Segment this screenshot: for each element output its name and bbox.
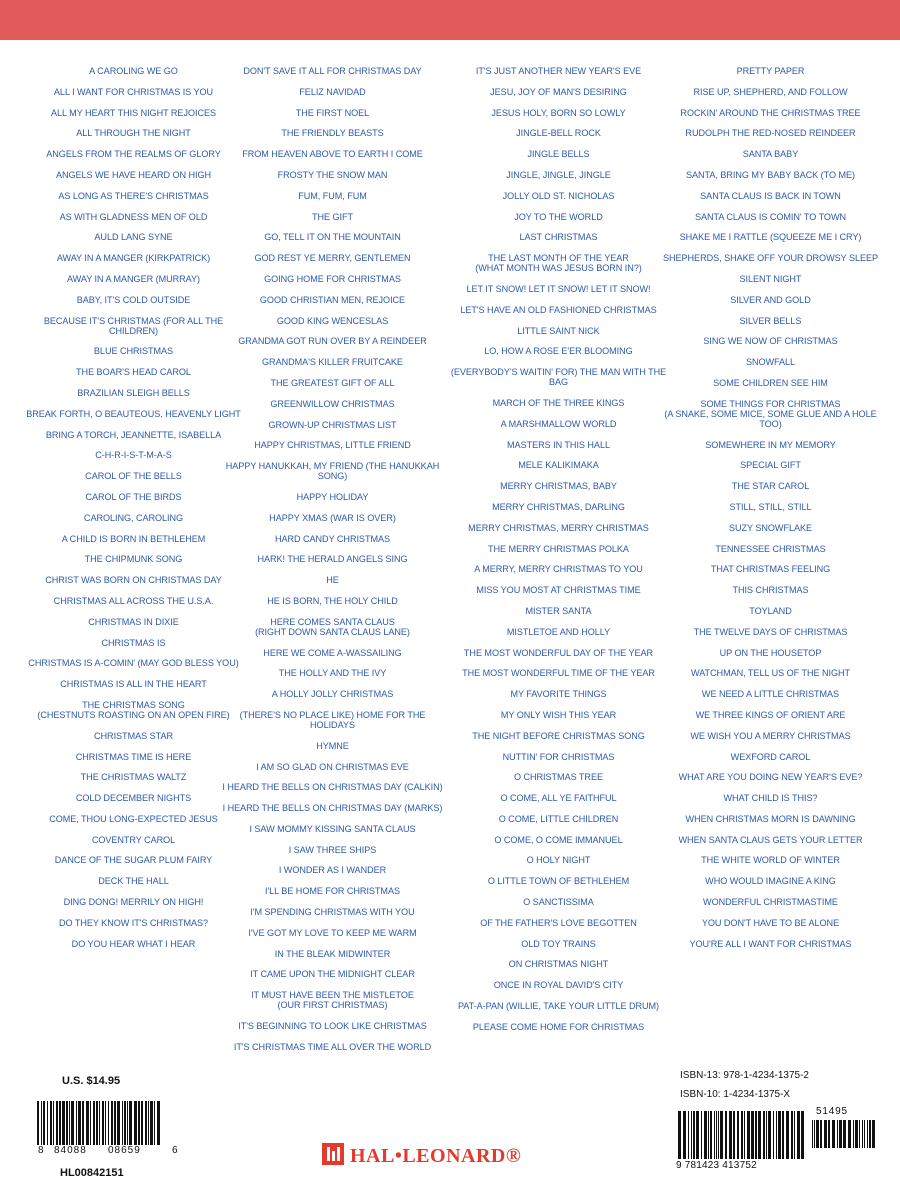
song-title: O LITTLE TOWN OF BETHLEHEM xyxy=(487,876,630,887)
song-title: SANTA BABY xyxy=(742,149,799,160)
song-title: IT'S CHRISTMAS TIME ALL OVER THE WORLD xyxy=(233,1041,432,1052)
song-title: ONCE IN ROYAL DAVID'S CITY xyxy=(493,980,624,991)
song-title: GRANDMA'S KILLER FRUITCAKE xyxy=(262,357,403,368)
song-title: ALL I WANT FOR CHRISTMAS IS YOU xyxy=(53,86,214,97)
song-title: THAT CHRISTMAS FEELING xyxy=(710,564,831,575)
song-title: CHRISTMAS IS ALL IN THE HEART xyxy=(60,679,207,690)
song-title: SILENT NIGHT xyxy=(739,273,802,284)
song-title: HARD CANDY CHRISTMAS xyxy=(274,533,391,544)
song-title: IT'S JUST ANOTHER NEW YEAR'S EVE xyxy=(475,66,642,76)
song-title: HAPPY HANUKKAH, MY FRIEND (THE HANUKKAH SONG) xyxy=(225,461,440,482)
song-title: WHO WOULD IMAGINE A KING xyxy=(705,876,836,887)
song-title: GO, TELL IT ON THE MOUNTAIN xyxy=(264,232,401,243)
song-title: COVENTRY CAROL xyxy=(91,834,176,845)
song-title: WE THREE KINGS OF ORIENT ARE xyxy=(695,709,846,720)
song-title: THE GREATEST GIFT OF ALL xyxy=(270,377,395,388)
song-title: CAROLING, CAROLING xyxy=(83,512,184,523)
song-title: I'M SPENDING CHRISTMAS WITH YOU xyxy=(250,907,415,918)
song-title: ON CHRISTMAS NIGHT xyxy=(508,959,609,970)
song-title: (EVERYBODY'S WAITIN' FOR) THE MAN WITH THE BAG xyxy=(450,367,667,388)
song-title: HAPPY CHRISTMAS, LITTLE FRIEND xyxy=(254,440,411,451)
song-title: SUZY SNOWFLAKE xyxy=(728,522,812,533)
song-title: SANTA CLAUS IS BACK IN TOWN xyxy=(700,190,841,201)
song-title: FROSTY THE SNOW MAN xyxy=(277,169,388,180)
song-title: THE CHRISTMAS SONG (CHESTNUTS ROASTING ON AN OPEN FIRE) xyxy=(37,699,230,720)
song-title: WEXFORD CAROL xyxy=(730,751,811,762)
song-title: (THERE'S NO PLACE LIKE) HOME FOR THE HOLIDAYS xyxy=(239,709,426,730)
song-title: LITTLE SAINT NICK xyxy=(517,325,600,336)
song-title: THE GIFT xyxy=(311,211,354,222)
isbn-10: ISBN-10: 1-4234-1375-X xyxy=(680,1089,791,1100)
song-title: BRING A TORCH, JEANNETTE, ISABELLA xyxy=(45,429,222,440)
song-title: DON'T SAVE IT ALL FOR CHRISTMAS DAY xyxy=(243,66,422,76)
song-title: I SAW THREE SHIPS xyxy=(288,844,377,855)
song-title: MELE KALIKIMAKA xyxy=(518,460,599,471)
song-title: SPECIAL GIFT xyxy=(740,460,801,471)
song-title: YOU'RE ALL I WANT FOR CHRISTMAS xyxy=(689,938,852,949)
song-title: PLEASE COME HOME FOR CHRISTMAS xyxy=(472,1021,645,1032)
song-title: WE NEED A LITTLE CHRISTMAS xyxy=(701,689,840,700)
song-title: MISTER SANTA xyxy=(525,605,592,616)
song-title: NUTTIN' FOR CHRISTMAS xyxy=(502,751,615,762)
song-title: SILVER AND GOLD xyxy=(730,294,811,305)
price: U.S. $14.95 xyxy=(62,1075,121,1087)
song-column-2 xyxy=(220,66,445,1063)
song-title: THE TWELVE DAYS OF CHRISTMAS xyxy=(693,626,848,637)
song-title: MERRY CHRISTMAS, DARLING xyxy=(492,501,625,512)
song-title: BLUE CHRISTMAS xyxy=(93,346,174,357)
song-title: WHEN SANTA CLAUS GETS YOUR LETTER xyxy=(678,834,863,845)
song-title: GOOD CHRISTIAN MEN, REJOICE xyxy=(259,294,406,305)
song-title: WONDERFUL CHRISTMASTIME xyxy=(703,897,838,908)
song-title: SOME CHILDREN SEE HIM xyxy=(713,377,828,388)
song-title: THE MERRY CHRISTMAS POLKA xyxy=(488,543,629,554)
upc-digit-group-left: 84088 xyxy=(54,1145,87,1156)
song-title: I'VE GOT MY LOVE TO KEEP ME WARM xyxy=(248,927,417,938)
song-title: I AM SO GLAD ON CHRISTMAS EVE xyxy=(256,761,409,772)
song-title: LAST CHRISTMAS xyxy=(519,232,598,243)
song-title: JESUS HOLY, BORN SO LOWLY xyxy=(491,107,626,118)
song-title: MY ONLY WISH THIS YEAR xyxy=(500,709,617,720)
song-title: CHRISTMAS IS xyxy=(101,637,166,648)
upc-barcode xyxy=(37,1101,163,1145)
song-title: MARCH OF THE THREE KINGS xyxy=(492,397,625,408)
addon-barcode xyxy=(812,1120,876,1148)
song-title: LET'S HAVE AN OLD FASHIONED CHRISTMAS xyxy=(460,304,657,315)
isbn-barcode xyxy=(678,1111,808,1159)
top-color-band xyxy=(0,0,900,40)
song-title: CHRISTMAS IN DIXIE xyxy=(88,616,179,627)
song-title: O SANCTISSIMA xyxy=(523,897,594,908)
song-title: CAROL OF THE BELLS xyxy=(85,471,182,482)
song-title: THE STAR CAROL xyxy=(731,481,810,492)
song-title: GROWN-UP CHRISTMAS LIST xyxy=(268,419,397,430)
song-title: A CHILD IS BORN IN BETHLEHEM xyxy=(61,533,206,544)
song-title: COLD DECEMBER NIGHTS xyxy=(75,793,192,804)
song-title: CHRISTMAS ALL ACROSS THE U.S.A. xyxy=(53,595,214,606)
song-title: GREENWILLOW CHRISTMAS xyxy=(270,398,395,409)
song-title: JOY TO THE WORLD xyxy=(514,211,603,222)
song-title: RUDOLPH THE RED-NOSED REINDEER xyxy=(685,128,856,139)
song-title: YOU DON'T HAVE TO BE ALONE xyxy=(701,917,840,928)
song-title: GOING HOME FOR CHRISTMAS xyxy=(264,273,401,284)
song-title: HERE WE COME A-WASSAILING xyxy=(263,647,402,658)
song-column-3 xyxy=(446,66,671,1043)
song-title: AS WITH GLADNESS MEN OF OLD xyxy=(59,211,208,222)
song-title: LET IT SNOW! LET IT SNOW! LET IT SNOW! xyxy=(466,283,651,294)
song-title: GOD REST YE MERRY, GENTLEMEN xyxy=(254,253,411,264)
song-title: THE MOST WONDERFUL DAY OF THE YEAR xyxy=(463,647,654,658)
song-title: MASTERS IN THIS HALL xyxy=(507,439,610,450)
upc-digit-group-right: 08659 xyxy=(108,1145,141,1156)
song-title: WHAT CHILD IS THIS? xyxy=(723,793,818,804)
publisher-logo-mark-icon xyxy=(322,1143,344,1165)
song-title: CHRISTMAS IS A-COMIN' (MAY GOD BLESS YOU) xyxy=(28,658,239,669)
song-title: RISE UP, SHEPHERD, AND FOLLOW xyxy=(693,86,848,97)
upc-digit-check: 6 xyxy=(172,1145,178,1156)
song-title: HARK! THE HERALD ANGELS SING xyxy=(257,554,408,565)
song-title: THE FIRST NOEL xyxy=(295,107,370,118)
song-title: SING WE NOW OF CHRISTMAS xyxy=(703,336,838,347)
song-title: A MARSHMALLOW WORLD xyxy=(500,418,617,429)
song-title: O HOLY NIGHT xyxy=(526,855,591,866)
song-title: THE LAST MONTH OF THE YEAR (WHAT MONTH WAS JESUS BORN IN?) xyxy=(475,253,642,274)
song-title: OLD TOY TRAINS xyxy=(521,938,596,949)
song-title: GRANDMA GOT RUN OVER BY A REINDEER xyxy=(238,336,427,347)
song-title: SOMEWHERE IN MY MEMORY xyxy=(705,439,836,450)
song-title: ANGELS WE HAVE HEARD ON HIGH xyxy=(55,169,212,180)
song-title: SHEPHERDS, SHAKE OFF YOUR DROWSY SLEEP xyxy=(662,253,879,264)
song-title: DECK THE HALL xyxy=(98,876,169,887)
publisher-logo-mark xyxy=(322,1143,344,1165)
isbn-barcode-digits: 9 781423 413752 xyxy=(676,1160,757,1171)
song-title: BABY, IT'S COLD OUTSIDE xyxy=(76,294,191,305)
song-title: I SAW MOMMY KISSING SANTA CLAUS xyxy=(249,823,416,834)
song-title: BECAUSE IT'S CHRISTMAS (FOR ALL THE CHILDREN) xyxy=(43,315,224,336)
song-title: MERRY CHRISTMAS, BABY xyxy=(500,481,617,492)
song-title: SILVER BELLS xyxy=(739,315,802,326)
song-title: I HEARD THE BELLS ON CHRISTMAS DAY (CALKIN) xyxy=(222,782,443,793)
song-title: THE HOLLY AND THE IVY xyxy=(278,668,387,679)
song-title: A CAROLING WE GO xyxy=(89,66,178,76)
song-title: FELIZ NAVIDAD xyxy=(299,86,366,97)
song-title: THE FRIENDLY BEASTS xyxy=(281,128,384,139)
song-title: SANTA, BRING MY BABY BACK (TO ME) xyxy=(686,169,855,180)
song-column-1 xyxy=(21,66,246,959)
song-title: SNOWFALL xyxy=(745,357,796,368)
isbn-13: ISBN-13: 978-1-4234-1375-2 xyxy=(680,1070,809,1081)
song-title: CHRIST WAS BORN ON CHRISTMAS DAY xyxy=(45,575,222,586)
song-title: OF THE FATHER'S LOVE BEGOTTEN xyxy=(480,917,637,928)
song-title: IT'S BEGINNING TO LOOK LIKE CHRISTMAS xyxy=(238,1021,427,1032)
addon-digits: 51495 xyxy=(816,1106,848,1117)
song-title: DANCE OF THE SUGAR PLUM FAIRY xyxy=(54,855,213,866)
song-title: STILL, STILL, STILL xyxy=(729,501,812,512)
song-title: MY FAVORITE THINGS xyxy=(510,689,607,700)
song-title: JESU, JOY OF MAN'S DESIRING xyxy=(490,86,627,97)
song-title: I HEARD THE BELLS ON CHRISTMAS DAY (MARKS) xyxy=(222,803,443,814)
song-title: JOLLY OLD ST. NICHOLAS xyxy=(502,190,615,201)
song-title: IN THE BLEAK MIDWINTER xyxy=(274,948,391,959)
song-title: UP ON THE HOUSETOP xyxy=(719,647,822,658)
song-title: JINGLE, JINGLE, JINGLE xyxy=(506,169,611,180)
song-title: THE MOST WONDERFUL TIME OF THE YEAR xyxy=(462,668,655,679)
song-title: DING DONG! MERRILY ON HIGH! xyxy=(63,897,204,908)
song-title: HYMNE xyxy=(316,740,349,751)
song-title: TENNESSEE CHRISTMAS xyxy=(715,543,826,554)
song-title: SANTA CLAUS IS COMIN' TO TOWN xyxy=(694,211,847,222)
song-title: AULD LANG SYNE xyxy=(94,232,173,243)
song-title: BREAK FORTH, O BEAUTEOUS, HEAVENLY LIGHT xyxy=(26,408,241,419)
song-title: HERE COMES SANTA CLAUS (RIGHT DOWN SANTA CLAUS LANE) xyxy=(255,616,410,637)
song-title: THE BOAR'S HEAD CAROL xyxy=(76,367,191,378)
song-title: HE IS BORN, THE HOLY CHILD xyxy=(267,595,398,606)
song-title: O COME, LITTLE CHILDREN xyxy=(498,813,619,824)
song-title: SOME THINGS FOR CHRISTMAS (A SNAKE, SOME MICE, SOME GLUE AND A HOLE TOO) xyxy=(664,398,877,429)
song-title: JINGLE-BELL ROCK xyxy=(516,128,601,139)
song-column-4 xyxy=(658,66,883,959)
song-title: CAROL OF THE BIRDS xyxy=(85,491,182,502)
song-title: HAPPY HOLIDAY xyxy=(296,491,369,502)
song-title: SHAKE ME I RATTLE (SQUEEZE ME I CRY) xyxy=(679,232,862,243)
song-title: C-H-R-I-S-T-M-A-S xyxy=(95,450,172,461)
song-title: IT CAME UPON THE MIDNIGHT CLEAR xyxy=(250,969,415,980)
song-title: PAT-A-PAN (WILLIE, TAKE YOUR LITTLE DRUM) xyxy=(457,1001,660,1012)
song-title: LO, HOW A ROSE E'ER BLOOMING xyxy=(484,346,633,357)
song-title: THE NIGHT BEFORE CHRISTMAS SONG xyxy=(472,730,645,741)
song-title: JINGLE BELLS xyxy=(527,149,590,160)
song-title: WHEN CHRISTMAS MORN IS DAWNING xyxy=(685,813,856,824)
song-title: THE CHRISTMAS WALTZ xyxy=(80,772,187,783)
product-code: HL00842151 xyxy=(60,1167,124,1179)
song-title: O COME, ALL YE FAITHFUL xyxy=(500,793,617,804)
song-title: O COME, O COME IMMANUEL xyxy=(494,834,623,845)
song-title: DO THEY KNOW IT'S CHRISTMAS? xyxy=(58,917,209,928)
song-title: ROCKIN' AROUND THE CHRISTMAS TREE xyxy=(680,107,861,118)
song-title: DO YOU HEAR WHAT I HEAR xyxy=(71,938,196,949)
song-title: MERRY CHRISTMAS, MERRY CHRISTMAS xyxy=(468,522,649,533)
upc-digit-lead: 8 xyxy=(38,1145,44,1156)
song-title: FROM HEAVEN ABOVE TO EARTH I COME xyxy=(242,149,423,160)
song-title: O CHRISTMAS TREE xyxy=(514,772,603,783)
song-title: PRETTY PAPER xyxy=(736,66,805,76)
song-title: TOYLAND xyxy=(749,605,792,616)
song-title: FUM, FUM, FUM xyxy=(298,190,367,201)
song-title: MISS YOU MOST AT CHRISTMAS TIME xyxy=(476,585,641,596)
publisher-logo-text: HAL•LEONARD® xyxy=(350,1145,522,1167)
song-title: ANGELS FROM THE REALMS OF GLORY xyxy=(46,149,221,160)
song-title: THE CHIPMUNK SONG xyxy=(84,554,183,565)
song-title: HAPPY XMAS (WAR IS OVER) xyxy=(269,512,396,523)
song-title: CHRISTMAS STAR xyxy=(94,730,173,741)
song-title: COME, THOU LONG-EXPECTED JESUS xyxy=(49,813,218,824)
song-title: CHRISTMAS TIME IS HERE xyxy=(75,751,192,762)
song-title: BRAZILIAN SLEIGH BELLS xyxy=(77,387,190,398)
song-title: WE WISH YOU A MERRY CHRISTMAS xyxy=(690,730,851,741)
song-title: A HOLLY JOLLY CHRISTMAS xyxy=(271,689,394,700)
song-title: WHAT ARE YOU DOING NEW YEAR'S EVE? xyxy=(678,772,863,783)
song-title: I WONDER AS I WANDER xyxy=(278,865,387,876)
song-title: I'LL BE HOME FOR CHRISTMAS xyxy=(264,886,400,897)
song-title: AS LONG AS THERE'S CHRISTMAS xyxy=(58,190,209,201)
song-title: ALL THROUGH THE NIGHT xyxy=(76,128,191,139)
song-title: A MERRY, MERRY CHRISTMAS TO YOU xyxy=(474,564,643,575)
song-title: AWAY IN A MANGER (KIRKPATRICK) xyxy=(56,253,211,264)
song-title: WATCHMAN, TELL US OF THE NIGHT xyxy=(691,668,850,679)
song-title: ALL MY HEART THIS NIGHT REJOICES xyxy=(51,107,216,118)
song-title: AWAY IN A MANGER (MURRAY) xyxy=(67,273,200,284)
song-title: THIS CHRISTMAS xyxy=(732,585,809,596)
publisher-logo xyxy=(322,1143,578,1169)
song-title: GOOD KING WENCESLAS xyxy=(276,315,389,326)
song-title: IT MUST HAVE BEEN THE MISTLETOE (OUR FIRST CHRISTMAS) xyxy=(251,990,414,1011)
song-title: HE xyxy=(326,575,339,586)
song-title: MISTLETOE AND HOLLY xyxy=(506,626,611,637)
song-title: THE WHITE WORLD OF WINTER xyxy=(701,855,840,866)
